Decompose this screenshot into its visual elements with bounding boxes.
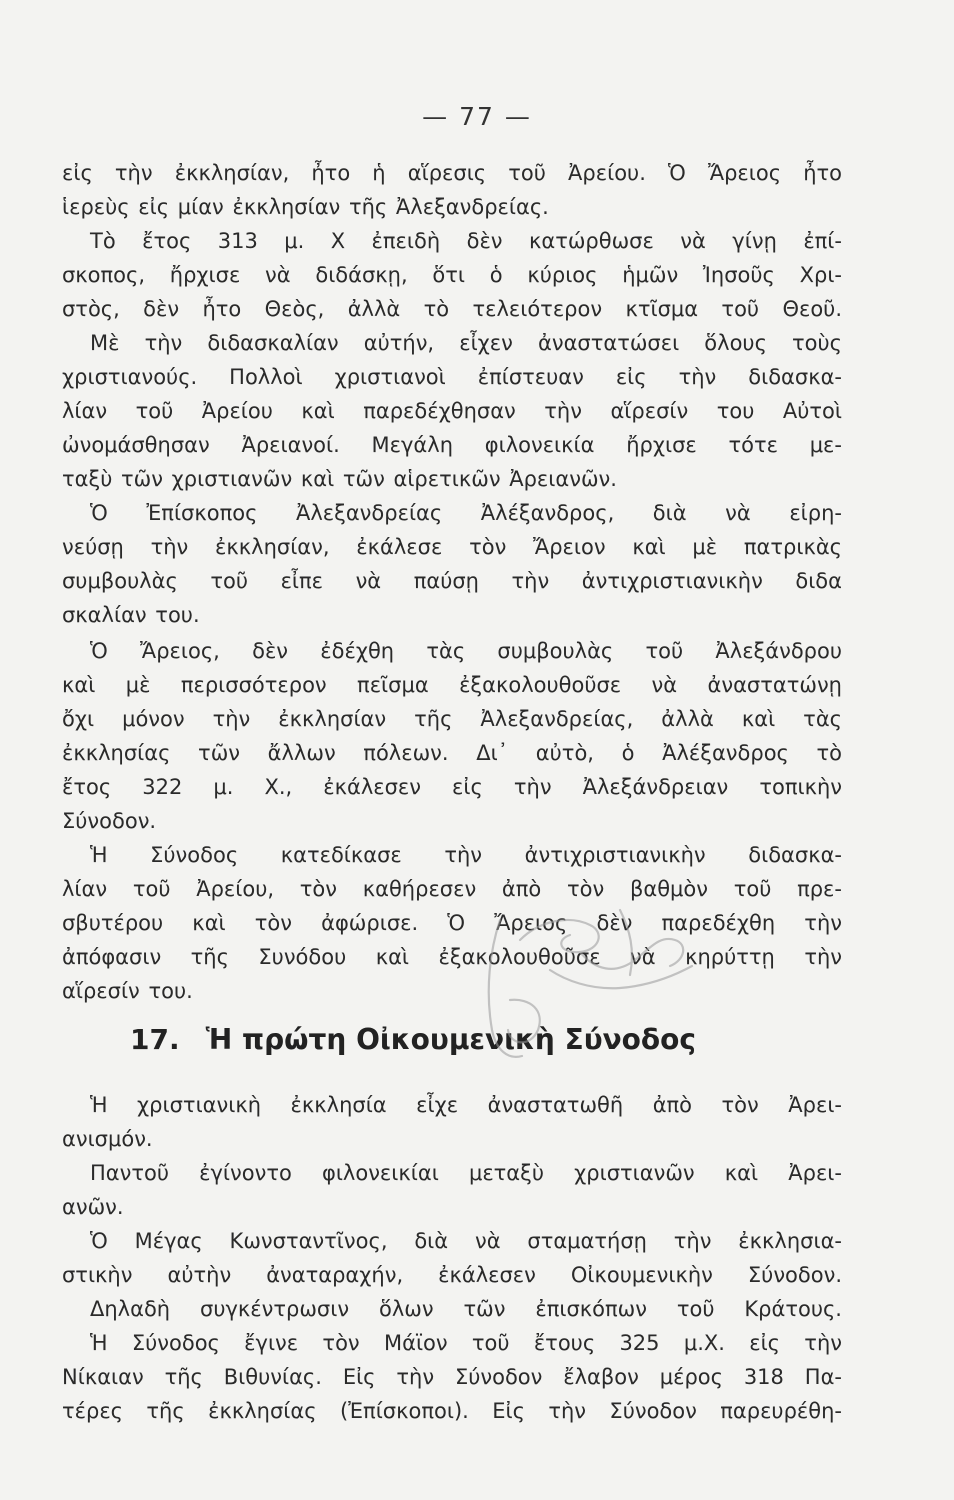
text-line: Δηλαδὴ συγκέντρωσιν ὅλων τῶν ἐπισκόπων τοῦ Κράτους. <box>90 1297 842 1321</box>
text-line: Παντοῦ ἐγίνοντο φιλονεικίαι μεταξὺ χριστιανῶν καὶ Ἀρει- <box>90 1161 842 1185</box>
text-line: Νίκαιαν τῆς Βιθυνίας. Εἰς τὴν Σύνοδον ἔλαβον μέρος 318 Πα- <box>62 1365 842 1389</box>
text-line: σκοπος, ἤρχισε νὰ διδάσκῃ, ὅτι ὁ κύριος ἡμῶν Ἰησοῦς Χρι- <box>62 263 842 287</box>
text-line: συμβουλὰς τοῦ εἶπε νὰ παύσῃ τὴν ἀντιχριστιανικὴν διδα <box>62 569 842 593</box>
text-line: Ἡ Σύνοδος ἔγινε τὸν Μάϊον τοῦ ἔτους 325 μ.Χ. εἰς τὴν <box>90 1331 842 1355</box>
text-line: χριστιανούς. Πολλοὶ χριστιανοὶ ἐπίστευαν εἰς τὴν διδασκα- <box>62 365 842 389</box>
text-line: εἰς τὴν ἐκκλησίαν, ἦτο ἡ αἵρεσις τοῦ Ἀρείου. Ὁ Ἄρειος ἦτο <box>62 161 842 185</box>
text-line: Σύνοδον. <box>62 809 157 833</box>
text-line: Τὸ ἔτος 313 μ. Χ ἐπειδὴ δὲν κατώρθωσε νὰ γίνῃ ἐπί- <box>90 229 842 253</box>
text-line: Ὁ Ἄρειος, δὲν ἐδέχθη τὰς συμβουλὰς τοῦ Ἀλεξάνδρου <box>90 639 842 663</box>
text-line: καὶ μὲ περισσότερον πεῖσμα ἐξακολουθοῦσε νὰ ἀναστατώνῃ <box>62 673 842 697</box>
text-line: σβυτέρου καὶ τὸν ἀφώρισε. Ὁ Ἄρειος δὲν παρεδέχθη τὴν <box>62 911 842 935</box>
text-line: Μὲ τὴν διδασκαλίαν αὐτήν, εἶχεν ἀναστατώσει ὅλους τοὺς <box>90 331 842 355</box>
text-line: λίαν τοῦ Ἀρείου καὶ παρεδέχθησαν τὴν αἵρεσίν του Αὐτοὶ <box>62 399 842 423</box>
text-line: ανισμόν. <box>62 1127 153 1151</box>
text-line: ἱερεὺς εἰς μίαν ἐκκλησίαν τῆς Ἀλεξανδρείας. <box>62 195 549 219</box>
text-line: ὄχι μόνον τὴν ἐκκλησίαν τῆς Ἀλεξανδρείας, ἀλλὰ καὶ τὰς <box>62 707 842 731</box>
section-title: Ἡ πρώτη Οἰκουμενικὴ Σύνοδος <box>205 1023 696 1056</box>
text-line: Ἡ Σύνοδος κατεδίκασε τὴν ἀντιχριστιανικὴν διδασκα- <box>90 843 842 867</box>
text-line: σκαλίαν του. <box>62 603 200 627</box>
text-line: τέρες τῆς ἐκκλησίας (Ἐπίσκοποι). Εἰς τὴν Σύνοδον παρευρέθη- <box>62 1399 842 1423</box>
text-line: στικὴν αὐτὴν ἀναταραχήν, ἐκάλεσεν Οἰκουμενικὴν Σύνοδον. <box>62 1263 842 1287</box>
text-line: ανῶν. <box>62 1195 124 1219</box>
text-line: Ὁ Ἐπίσκοπος Ἀλεξανδρείας Ἀλέξανδρος, διὰ νὰ εἰρη- <box>90 501 842 525</box>
section-heading <box>130 1020 830 1060</box>
text-line: Ὁ Μέγας Κωνσταντῖνος, διὰ νὰ σταματήσῃ τὴν ἐκκλησια- <box>90 1229 842 1253</box>
text-line: ταξὺ τῶν χριστιανῶν καὶ τῶν αἱρετικῶν Ἀρειανῶν. <box>62 467 617 491</box>
page-number: — 77 — <box>422 102 532 131</box>
text-line: ὠνομάσθησαν Ἀρειανοί. Μεγάλη φιλονεικία ἤρχισε τότε με- <box>62 433 842 457</box>
text-line: ἀπόφασιν τῆς Συνόδου καὶ ἐξακολουθοῦσε νὰ κηρύττῃ τὴν <box>62 945 842 969</box>
text-line: ἔτος 322 μ. Χ., ἐκάλεσεν εἰς τὴν Ἀλεξάνδρειαν τοπικὴν <box>62 775 842 799</box>
text-line: λίαν τοῦ Ἀρείου, τὸν καθήρεσεν ἀπὸ τὸν βαθμὸν τοῦ πρε- <box>62 877 842 901</box>
text-line: Ἡ χριστιανικὴ ἐκκλησία εἶχε ἀναστατωθῆ ἀπὸ τὸν Ἀρει- <box>90 1093 842 1117</box>
text-line: στὸς, δὲν ἦτο Θεὸς, ἀλλὰ τὸ τελειότερον κτῖσμα τοῦ Θεοῦ. <box>62 297 842 321</box>
text-line: αἵρεσίν του. <box>62 979 193 1003</box>
section-number: 17. <box>130 1023 180 1056</box>
text-line: νεύσῃ τὴν ἐκκλησίαν, ἐκάλεσε τὸν Ἄρειον καὶ μὲ πατρικὰς <box>62 535 842 559</box>
text-line: ἐκκλησίας τῶν ἄλλων πόλεων. Δι᾽ αὐτὸ, ὁ Ἀλέξανδρος τὸ <box>62 741 842 765</box>
